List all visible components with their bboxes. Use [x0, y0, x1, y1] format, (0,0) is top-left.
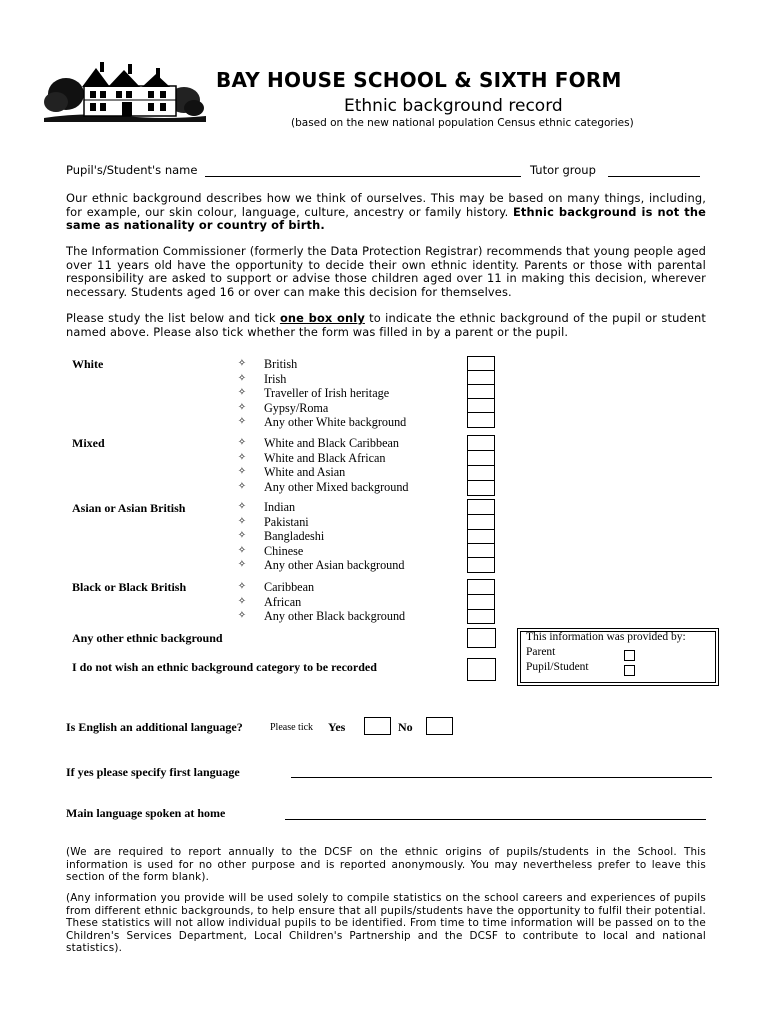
tickbox-asian-pakistani[interactable] [467, 514, 495, 530]
yes-label: Yes [328, 720, 346, 734]
tickbox-white-other[interactable] [467, 412, 495, 428]
tickbox-mixed-asian[interactable] [467, 465, 495, 481]
star-bullet-icon: ✧ [237, 610, 247, 622]
intro-paragraph-3 [66, 312, 706, 339]
star-bullet-icon: ✧ [237, 466, 247, 478]
school-logo [44, 60, 206, 126]
option-label: White and Asian [264, 465, 346, 480]
english-additional-question: Is English an additional language? [66, 720, 243, 734]
instruction-text-b: to indicate the ethnic background of the pupil or student named above. Please also tick whether the form was filled in by a parent or the pupil. [66, 311, 706, 339]
one-box-only-emphasis: one box only [279, 311, 365, 325]
option-label: Indian [264, 500, 296, 514]
no-checkbox[interactable] [426, 717, 453, 735]
star-bullet-icon: ✧ [237, 451, 247, 463]
star-bullet-icon: ✧ [237, 437, 247, 448]
tickbox-asian-indian[interactable] [467, 499, 495, 515]
provided-by-pupil-label: Pupil/Student [526, 661, 589, 673]
tickbox-mixed-caribbean[interactable] [467, 435, 495, 451]
intro-paragraph-1 [66, 192, 706, 233]
option-label: Any other White background [264, 415, 407, 430]
option-label: Any other Black background [264, 609, 406, 624]
star-bullet-icon: ✧ [237, 372, 247, 384]
tickbox-white-traveller[interactable] [467, 384, 495, 399]
star-bullet-icon: ✧ [237, 401, 247, 413]
tickbox-white-gypsy-roma[interactable] [467, 398, 495, 413]
please-tick-label: Please tick [270, 722, 314, 733]
pupil-checkbox[interactable] [624, 665, 635, 676]
tickbox-asian-chinese[interactable] [467, 543, 495, 558]
tickbox-asian-other[interactable] [467, 557, 495, 573]
form-subtitle: (based on the new national population Census ethnic categories) [291, 117, 634, 129]
star-bullet-icon: ✧ [237, 501, 247, 512]
no-label: No [398, 720, 413, 734]
tutor-group-label: Tutor group [530, 163, 596, 177]
provided-by-parent-label: Parent [526, 646, 556, 658]
provided-by-box [517, 628, 719, 686]
tickbox-black-caribbean[interactable] [467, 579, 495, 595]
other-background-label: Any other ethnic background [72, 631, 223, 645]
intro-text: Our ethnic background describes how we think of ourselves. This may be based on many things, including, for example, our skin colour, language, culture, ancestry or family history. [66, 191, 706, 219]
tickbox-no-record[interactable] [467, 658, 496, 681]
option-label: British [264, 357, 298, 371]
tickbox-other-background[interactable] [467, 628, 496, 648]
pupil-name-label: Pupil's/Student's name [66, 163, 198, 177]
tickbox-white-british[interactable] [467, 356, 495, 371]
option-label: White and Black Caribbean [264, 436, 400, 450]
star-bullet-icon: ✧ [237, 595, 247, 607]
parent-checkbox[interactable] [624, 650, 635, 661]
option-label: Any other Asian background [264, 558, 405, 573]
category-asian: Asian or Asian British [72, 501, 186, 515]
tickbox-mixed-african[interactable] [467, 450, 495, 466]
main-language-field[interactable] [285, 819, 706, 820]
tickbox-black-other[interactable] [467, 609, 495, 624]
tickbox-asian-bangladeshi[interactable] [467, 529, 495, 544]
pupil-name-field[interactable] [205, 176, 521, 177]
option-label: African [264, 594, 302, 609]
intro-paragraph-2: The Information Commissioner (formerly the Data Protection Registrar) recommends that young people aged over 11 years old have the opportunity to decide their own ethnic identity. Parents or those with parental responsibility are asked to support or advise those children aged over 11 in making this decision, wherever necessary. Students aged 16 or over can make this decision for themselves. [66, 244, 706, 299]
option-label: Gypsy/Roma [264, 400, 329, 415]
tickbox-white-irish[interactable] [467, 370, 495, 385]
category-mixed: Mixed [72, 436, 105, 450]
school-building-icon [44, 60, 206, 126]
intro-bold-note: Ethnic background is not the same as nationality or country of birth. [66, 204, 706, 233]
main-language-label: Main language spoken at home [66, 806, 226, 820]
option-label: Bangladeshi [264, 529, 325, 544]
category-white: White [72, 357, 104, 371]
star-bullet-icon: ✧ [237, 559, 247, 571]
option-label: Traveller of Irish heritage [264, 386, 390, 401]
tickbox-mixed-other[interactable] [467, 480, 495, 496]
star-bullet-icon: ✧ [237, 480, 247, 492]
first-language-label: If yes please specify first language [66, 765, 240, 779]
instruction-text-a: Please study the list below and tick [66, 311, 276, 325]
no-record-label: I do not wish an ethnic background category to be recorded [72, 660, 377, 674]
school-name: BAY HOUSE SCHOOL & SIXTH FORM [216, 68, 622, 92]
first-language-field[interactable] [291, 777, 712, 778]
star-bullet-icon: ✧ [237, 515, 247, 527]
star-bullet-icon: ✧ [237, 358, 247, 369]
star-bullet-icon: ✧ [237, 530, 247, 542]
option-label: Irish [264, 371, 287, 386]
option-label: Chinese [264, 543, 304, 558]
star-bullet-icon: ✧ [237, 581, 247, 592]
provided-by-title: This information was provided by: [526, 631, 686, 643]
option-label: White and Black African [264, 450, 386, 465]
star-bullet-icon: ✧ [237, 416, 247, 428]
option-label: Any other Mixed background [264, 479, 409, 494]
tickbox-black-african[interactable] [467, 594, 495, 610]
option-label: Pakistani [264, 514, 309, 529]
star-bullet-icon: ✧ [237, 387, 247, 399]
category-black: Black or Black British [72, 580, 187, 594]
form-title: Ethnic background record [344, 96, 563, 116]
footer-paragraph-1: (We are required to report annually to the DCSF on the ethnic origins of pupils/students in the School. This information is used for no other purpose and is reported anonymously. You may nevertheless prefer to leave this section of the form blank). [66, 846, 706, 884]
yes-checkbox[interactable] [364, 717, 391, 735]
tutor-group-field[interactable] [608, 176, 700, 177]
footer-paragraph-2: (Any information you provide will be used solely to compile statistics on the school careers and experiences of pupils from different ethnic backgrounds, to help ensure that all pupils/students have the opportunity to fulfil their potential. These statistics will not allow individual pupils to be identified. From time to time information will be passed on to the Children's Services Department, Local Children's Partnership and the DCSF to contribute to local and national statistics). [66, 892, 706, 955]
star-bullet-icon: ✧ [237, 544, 247, 556]
option-label: Caribbean [264, 580, 315, 594]
